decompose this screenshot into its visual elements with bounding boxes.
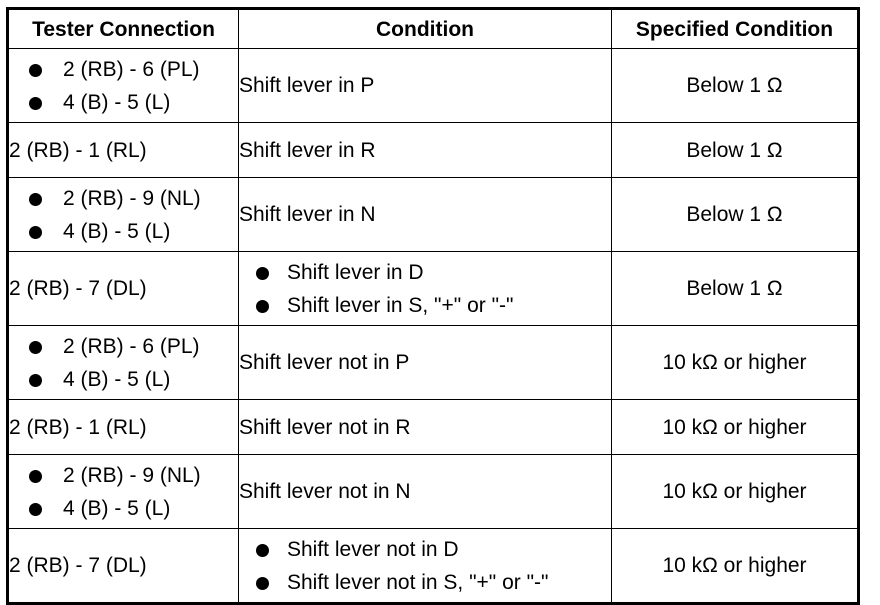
connection-cell: 2 (RB) - 7 (DL) [8, 529, 239, 604]
table-row [8, 400, 859, 455]
bullet-icon [29, 64, 42, 77]
bullet-icon [256, 577, 269, 590]
bullet-icon [29, 226, 42, 239]
condition-cell: Shift lever in P [239, 49, 612, 123]
condition-cell: Shift lever in R [239, 123, 612, 178]
specified-cell: Below 1 Ω [612, 49, 859, 123]
table-row [8, 123, 859, 178]
list-item [239, 533, 611, 566]
list-item [9, 330, 238, 363]
specified-cell: 10 kΩ or higher [612, 326, 859, 400]
table-body [8, 49, 859, 604]
list-item [9, 53, 238, 86]
specified-cell: Below 1 Ω [612, 178, 859, 252]
connection-cell: 2 (RB) - 1 (RL) [8, 400, 239, 455]
connection-cell: 2 (RB) - 7 (DL) [8, 252, 239, 326]
bullet-icon [256, 300, 269, 313]
connection-bullet-list [9, 459, 238, 525]
list-item [9, 363, 238, 396]
header-specified-condition: Specified Condition [612, 9, 859, 49]
connection-text: 4 (B) - 5 (L) [63, 367, 171, 391]
bullet-icon [29, 97, 42, 110]
specified-cell: 10 kΩ or higher [612, 400, 859, 455]
condition-cell: Shift lever in N [239, 178, 612, 252]
specified-cell: 10 kΩ or higher [612, 529, 859, 604]
connection-text: 2 (RB) - 6 (PL) [63, 334, 200, 358]
condition-cell [239, 252, 612, 326]
connection-text: 4 (B) - 5 (L) [63, 90, 171, 114]
table-row [8, 455, 859, 529]
table-row [8, 326, 859, 400]
condition-cell: Shift lever not in P [239, 326, 612, 400]
table-row [8, 252, 859, 326]
list-item [239, 566, 611, 599]
header-tester-connection: Tester Connection [8, 9, 239, 49]
connection-cell: 2 (RB) - 1 (RL) [8, 123, 239, 178]
table-row [8, 178, 859, 252]
list-item [9, 86, 238, 119]
connection-cell [8, 455, 239, 529]
condition-text: Shift lever in S, "+" or "-" [287, 293, 514, 317]
condition-cell: Shift lever not in N [239, 455, 612, 529]
condition-bullet-list [239, 256, 611, 322]
condition-cell: Shift lever not in R [239, 400, 612, 455]
list-item [9, 492, 238, 525]
connection-text: 4 (B) - 5 (L) [63, 219, 171, 243]
specified-cell: Below 1 Ω [612, 252, 859, 326]
table-header-row [8, 9, 859, 49]
connection-cell [8, 49, 239, 123]
header-condition: Condition [239, 9, 612, 49]
connection-bullet-list [9, 182, 238, 248]
connection-cell [8, 178, 239, 252]
connection-text: 2 (RB) - 6 (PL) [63, 57, 200, 81]
condition-text: Shift lever not in D [287, 537, 459, 561]
connection-bullet-list [9, 330, 238, 396]
list-item [239, 289, 611, 322]
bullet-icon [29, 374, 42, 387]
specified-cell: Below 1 Ω [612, 123, 859, 178]
connection-bullet-list [9, 53, 238, 119]
connection-cell [8, 326, 239, 400]
condition-cell [239, 529, 612, 604]
bullet-icon [256, 267, 269, 280]
list-item [9, 459, 238, 492]
bullet-icon [256, 544, 269, 557]
condition-bullet-list [239, 533, 611, 599]
list-item [239, 256, 611, 289]
table-row [8, 529, 859, 604]
bullet-icon [29, 341, 42, 354]
specification-table [6, 7, 860, 605]
bullet-icon [29, 503, 42, 516]
specified-cell: 10 kΩ or higher [612, 455, 859, 529]
connection-text: 2 (RB) - 9 (NL) [63, 463, 201, 487]
list-item [9, 182, 238, 215]
connection-text: 2 (RB) - 9 (NL) [63, 186, 201, 210]
connection-text: 4 (B) - 5 (L) [63, 496, 171, 520]
bullet-icon [29, 193, 42, 206]
list-item [9, 215, 238, 248]
table-row [8, 49, 859, 123]
condition-text: Shift lever in D [287, 260, 424, 284]
condition-text: Shift lever not in S, "+" or "-" [287, 570, 549, 594]
bullet-icon [29, 470, 42, 483]
